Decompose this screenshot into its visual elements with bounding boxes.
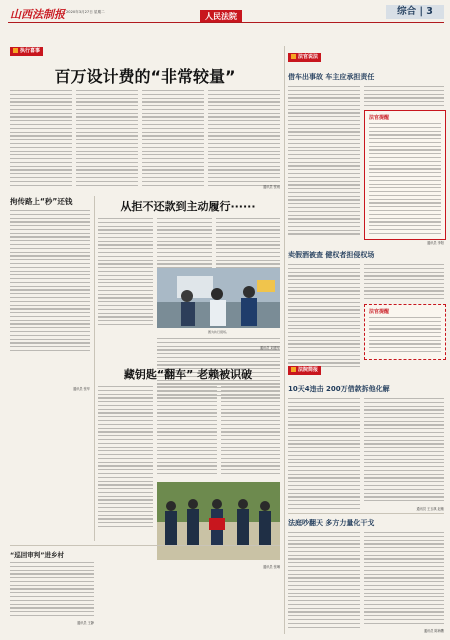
tip-box-title: 法官提醒	[369, 115, 390, 121]
right-headline-4: 10天4违击 200万借款拆他化解	[288, 385, 390, 393]
right-article1-col1	[288, 86, 360, 237]
right-article2-col1	[288, 264, 360, 370]
execution-photo-illustration	[157, 268, 280, 328]
article3-byline: 通讯员 张琳	[263, 565, 280, 569]
section-tag-brief: 法院简报	[288, 366, 321, 375]
issue-date: 2020年3月27日 星期二	[66, 10, 105, 14]
bottom-left-byline: 通讯员 王静	[77, 621, 94, 625]
column-divider	[94, 196, 95, 541]
right-article1-col2	[364, 86, 444, 109]
right-headline-2: 卖假酒被查 健权者担侵权场	[288, 251, 375, 259]
article3-col1	[98, 386, 153, 530]
article3-col2	[157, 386, 217, 477]
section-tag-execution: 执行喜事	[10, 47, 43, 56]
article3-col3	[221, 386, 280, 477]
right-article5-col1	[288, 532, 360, 630]
article3-headline: 藏钥匙“翻车” 老赖被识破	[123, 368, 253, 381]
tip-box-2	[364, 304, 446, 360]
ceremony-photo	[157, 482, 280, 560]
tag-bullet-icon	[291, 367, 296, 372]
right-byline-1: 通讯员 李阳	[427, 241, 444, 245]
article2-col1	[98, 218, 153, 328]
right-headline-1: 借车出事故 车主应承担责任	[288, 73, 375, 81]
right-byline-5: 通讯员 陈海鹰	[423, 629, 444, 633]
article1-col2	[76, 90, 138, 188]
horizontal-divider	[10, 545, 280, 546]
tip-box	[364, 110, 446, 240]
photo1-caption: 图为执行现场。	[207, 330, 229, 334]
main-headline: 百万设计费的“非常较量”	[54, 67, 236, 86]
tag-bullet-icon	[13, 48, 18, 53]
tip-box-body	[369, 123, 441, 236]
article1-col3	[142, 90, 204, 188]
article2-byline: 通讯员 刘建华	[259, 346, 280, 350]
ceremony-photo-illustration	[157, 482, 280, 560]
bottom-left-headline: “巡回审判”进乡村	[10, 551, 65, 559]
article1-col1	[10, 90, 72, 188]
right-article4-col1	[288, 398, 360, 511]
execution-photo	[157, 268, 280, 328]
right-byline-4: 通讯员 王玉琪 赵敏	[416, 507, 444, 511]
article1-byline: 通讯员 张雨	[263, 185, 280, 189]
right-article5-col2	[364, 532, 444, 627]
sub1-headline: 拘传路上“秒”还钱	[10, 197, 73, 206]
tag-bullet-icon	[291, 54, 296, 59]
main-column-divider	[284, 46, 285, 634]
newspaper-logo: 山西法制报	[10, 8, 65, 21]
sub1-byline: 通讯员 张华	[73, 387, 90, 391]
section-tag-law: 法官说法	[288, 53, 321, 62]
bottom-left-body	[10, 562, 94, 619]
article1-col4	[208, 90, 280, 188]
sub1-body	[10, 210, 90, 354]
section-label: 综合 | 3	[386, 5, 444, 19]
masthead-rule	[8, 22, 444, 23]
masthead	[0, 0, 450, 44]
article2-headline: 从拒不还款到主动履行······	[120, 200, 256, 213]
tip-box-2-title: 法官提醒	[369, 309, 390, 315]
tip-box-2-body	[369, 317, 441, 355]
right-article4-col2	[364, 398, 444, 504]
right-article2-col2	[364, 264, 444, 302]
right-headline-5: 法庭吵翻天 多方力量化干戈	[288, 519, 375, 527]
right-horizontal-divider	[288, 513, 444, 514]
slogan-badge: 人民法院	[200, 10, 242, 23]
